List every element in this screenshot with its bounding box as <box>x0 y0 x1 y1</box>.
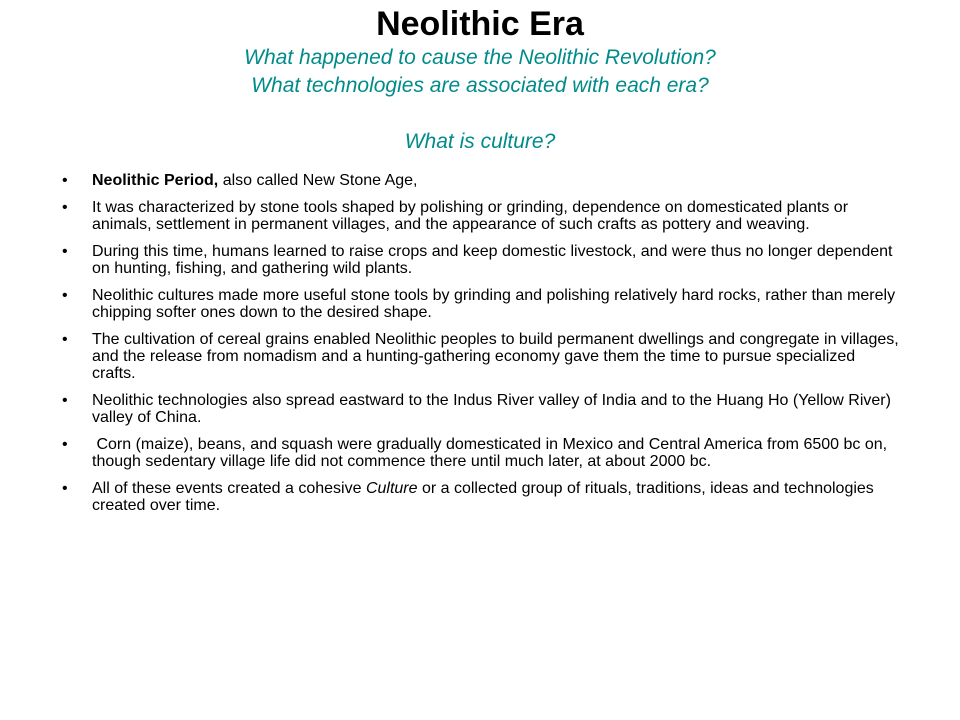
bullet-italic-term: Culture <box>365 480 418 497</box>
bullet-item <box>62 436 902 470</box>
bullet-marker: • <box>62 287 68 304</box>
bullet-bold-term: Neolithic Period, <box>92 172 219 189</box>
bullet-item <box>62 243 902 277</box>
bullet-marker: • <box>62 172 68 189</box>
bullet-marker: • <box>62 199 68 216</box>
bullet-text: It was characterized by stone tools shaped by polishing or grinding, dependence on domesticated plants or animals, settlement in permanent villages, and the appearance of such crafts as pottery and weaving. <box>92 199 849 233</box>
bullet-text: Corn (maize), beans, and squash were gradually domesticated in Mexico and Central America from 6500 bc on, though sedentary village life did not commence there until much later, at about 2000 bc. <box>92 436 892 470</box>
bullet-item <box>62 480 902 514</box>
bullet-item <box>62 287 902 321</box>
bullet-item <box>62 392 902 426</box>
bullet-item <box>62 172 902 189</box>
bullet-list <box>62 172 902 524</box>
question-culture: What is culture? <box>404 130 556 153</box>
bullet-text: The cultivation of cereal grains enabled Neolithic peoples to build permanent dwellings and congregate in villages, and the release from nomadism and a hunting-gathering economy gave them the time to pursue specialized crafts. <box>92 331 899 382</box>
question-technologies: What technologies are associated with each era? <box>251 74 709 97</box>
bullet-text: Neolithic technologies also spread eastward to the Indus River valley of India and to the Huang Ho (Yellow River) valley of China. <box>92 392 891 426</box>
question-causes: What happened to cause the Neolithic Revolution? <box>244 46 716 69</box>
bullet-text: also called New Stone Age, <box>218 172 418 189</box>
bullet-marker: • <box>62 331 68 348</box>
bullet-text: During this time, humans learned to raise crops and keep domestic livestock, and were thus no longer dependent on hunting, fishing, and gathering wild plants. <box>92 243 893 277</box>
slide-title: Neolithic Era <box>376 5 584 43</box>
bullet-item <box>62 331 902 382</box>
bullet-text: or a collected group of rituals, traditions, ideas and technologies created over time. <box>92 480 874 514</box>
bullet-marker: • <box>62 243 68 260</box>
bullet-item <box>62 199 902 233</box>
bullet-text: All of these events created a cohesive <box>92 480 366 497</box>
bullet-marker: • <box>62 392 68 409</box>
bullet-marker: • <box>62 480 68 497</box>
title-block <box>140 4 820 156</box>
bullet-marker: • <box>62 436 68 453</box>
bullet-text: Neolithic cultures made more useful stone tools by grinding and polishing relatively hard rocks, rather than merely chipping softer ones down to the desired shape. <box>92 287 896 321</box>
